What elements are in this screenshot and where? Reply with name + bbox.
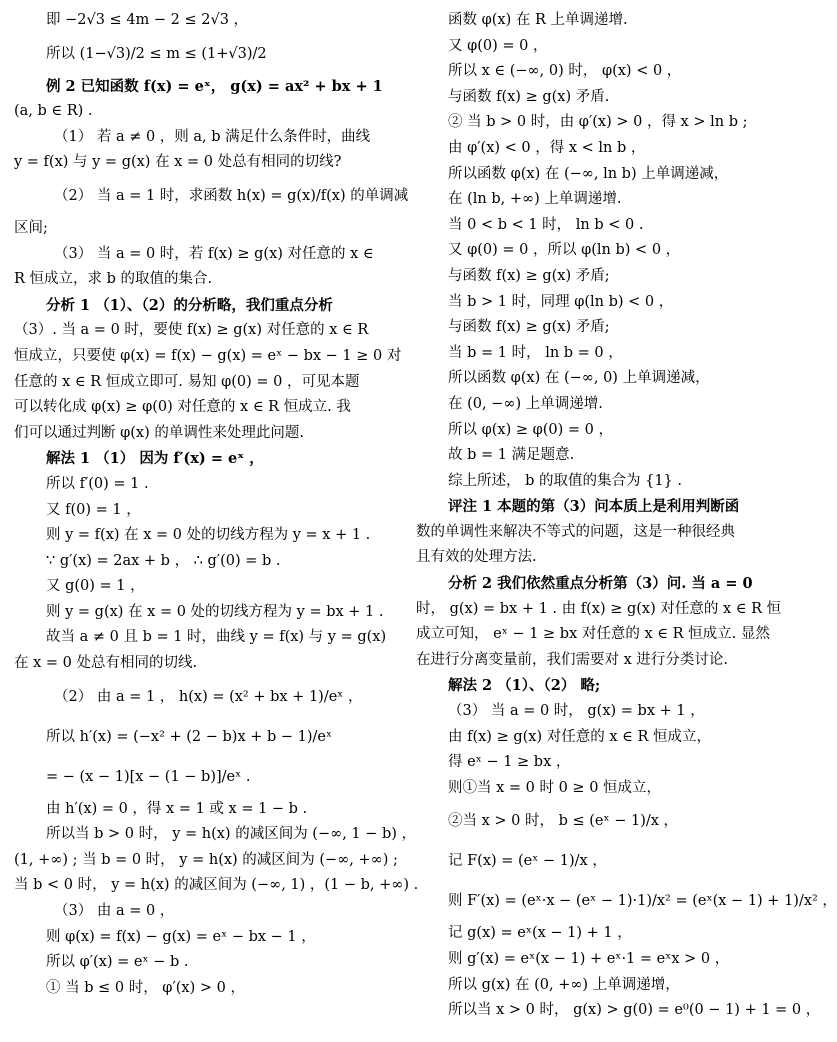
left-text-line: （3）. 当 a = 0 时，要使 f(x) ≥ g(x) 对任意的 x ∈ R bbox=[14, 322, 369, 339]
left-text-line: 则 y = f(x) 在 x = 0 处的切线方程为 y = x + 1 . bbox=[46, 527, 371, 544]
left-text-line: 由 h′(x) = 0 ，得 x = 1 或 x = 1 − b . bbox=[46, 800, 308, 817]
left-text-line: 任意的 x ∈ R 恒成立即可. 易知 φ(0) = 0 ，可见本题 bbox=[14, 373, 360, 390]
left-text-line: 解法 1 （1） 因为 f′(x) = eˣ ， bbox=[46, 450, 264, 468]
right-text-line: 所以当 x > 0 时， g(x) > g(0) = e⁰(0 − 1) + 1 = 0 ， bbox=[448, 1002, 821, 1019]
left-text-line: 所以 h′(x) = (−x² + (2 − b)x + b − 1)/eˣ bbox=[46, 728, 333, 745]
right-column bbox=[416, 8, 837, 1024]
right-text-line: 评注 1 本题的第（3）问本质上是利用判断函 bbox=[448, 498, 740, 516]
right-text-line: 时， g(x) = bx + 1 . 由 f(x) ≥ g(x) 对任意的 x ∈ R 恒 bbox=[416, 600, 782, 617]
right-text-line: 所以 φ(x) ≥ φ(0) = 0 ， bbox=[448, 421, 614, 438]
left-column bbox=[14, 8, 419, 1001]
right-text-line: 故 b = 1 满足题意. bbox=[448, 447, 575, 464]
left-text-line: 所以当 b > 0 时， y = h(x) 的减区间为 (−∞, 1 − b) ， bbox=[46, 826, 417, 843]
left-text-line: （1） 若 a ≠ 0 ，则 a, b 满足什么条件时，曲线 bbox=[54, 128, 371, 145]
right-text-line: 解法 2 （1）、（2） 略; bbox=[448, 677, 601, 695]
left-text-line: 恒成立，只要使 φ(x) = f(x) − g(x) = eˣ − bx − 1 ≥ 0 对 bbox=[14, 347, 402, 364]
right-text-line: 则 g′(x) = eˣ(x − 1) + eˣ·1 = eˣx > 0 ， bbox=[448, 951, 730, 967]
left-text-line: (1, +∞) ; 当 b = 0 时， y = h(x) 的减区间为 (−∞, +∞) ; bbox=[14, 851, 398, 868]
right-text-line: 且有效的处理方法. bbox=[416, 549, 537, 566]
right-text-line: 当 b > 1 时，同理 φ(ln b) < 0 ， bbox=[448, 293, 674, 310]
right-text-line: 与函数 f(x) ≥ g(x) 矛盾; bbox=[448, 319, 610, 336]
left-text-line: 所以 φ′(x) = eˣ − b . bbox=[46, 954, 189, 971]
left-text-line: （2） 由 a = 1 ， h(x) = (x² + bx + 1)/eˣ ， bbox=[54, 688, 363, 705]
right-text-line: 又 φ(0) = 0 ，所以 φ(ln b) < 0 ， bbox=[448, 242, 681, 259]
left-text-line: 所以 (1−√3)/2 ≤ m ≤ (1+√3)/2 bbox=[46, 45, 267, 62]
left-text-line: 可以转化成 φ(x) ≥ φ(0) 对任意的 x ∈ R 恒成立. 我 bbox=[14, 399, 351, 416]
right-text-line: 记 F(x) = (eˣ − 1)/x ， bbox=[448, 853, 607, 870]
right-text-line: 分析 2 我们依然重点分析第（3）问. 当 a = 0 bbox=[448, 575, 753, 593]
left-text-line: 则 φ(x) = f(x) − g(x) = eˣ − bx − 1 ， bbox=[46, 928, 316, 945]
left-text-line: y = f(x) 与 y = g(x) 在 x = 0 处总有相同的切线? bbox=[14, 154, 342, 171]
left-text-line: = − (x − 1)[x − (1 − b)]/eˣ . bbox=[46, 768, 251, 785]
right-text-line: 与函数 f(x) ≥ g(x) 矛盾. bbox=[448, 88, 610, 105]
right-text-line: 当 b = 1 时， ln b = 0 ， bbox=[448, 344, 623, 361]
left-text-line: R 恒成立，求 b 的取值的集合. bbox=[14, 271, 213, 288]
right-text-line: 所以 x ∈ (−∞, 0) 时， φ(x) < 0 ， bbox=[448, 63, 682, 80]
left-text-line: 又 g(0) = 1 ， bbox=[46, 578, 145, 595]
right-text-line: 在进行分离变量前，我们需要对 x 进行分类讨论. bbox=[416, 651, 729, 668]
right-text-line: 所以函数 φ(x) 在 (−∞, ln b) 上单调递减， bbox=[448, 165, 729, 182]
left-text-line: 们可以通过判断 φ(x) 的单调性来处理此问题. bbox=[14, 424, 304, 441]
left-text-line: 例 2 已知函数 f(x) = eˣ， g(x) = ax² + bx + 1 bbox=[46, 77, 383, 95]
left-text-line: 则 y = g(x) 在 x = 0 处的切线方程为 y = bx + 1 . bbox=[46, 603, 384, 620]
left-text-line: 所以 f′(0) = 1 . bbox=[46, 475, 149, 492]
right-text-line: 则①当 x = 0 时 0 ≥ 0 恒成立， bbox=[448, 779, 662, 796]
right-text-line: 得 eˣ − 1 ≥ bx ， bbox=[448, 754, 571, 771]
left-text-line: ① 当 b ≤ 0 时， φ′(x) > 0 ， bbox=[46, 979, 245, 996]
right-text-line: 则 F′(x) = (eˣ·x − (eˣ − 1)·1)/x² = (eˣ(x − 1) + 1)/x² ， bbox=[448, 893, 837, 910]
right-text-line: 函数 φ(x) 在 R 上单调递增. bbox=[448, 12, 628, 28]
right-text-line: 综上所述， b 的取值的集合为 {1} . bbox=[448, 472, 683, 489]
right-text-line: 由 f(x) ≥ g(x) 对任意的 x ∈ R 恒成立， bbox=[448, 728, 711, 745]
right-text-line: ②当 x > 0 时， b ≤ (eˣ − 1)/x ， bbox=[448, 813, 679, 830]
left-text-line: 在 x = 0 处总有相同的切线. bbox=[14, 655, 198, 672]
left-text-line: 区间; bbox=[14, 219, 48, 236]
right-text-line: 数的单调性来解决不等式的问题，这是一种很经典 bbox=[416, 523, 735, 540]
right-text-line: ② 当 b > 0 时，由 φ′(x) > 0 ，得 x > ln b ; bbox=[448, 114, 748, 131]
right-text-line: 在 (0, −∞) 上单调递增. bbox=[448, 395, 603, 412]
right-text-line: 在 (ln b, +∞) 上单调递增. bbox=[448, 191, 622, 208]
right-text-line: 所以 g(x) 在 (0, +∞) 上单调递增， bbox=[448, 976, 680, 993]
left-text-line: （3） 当 a = 0 时，若 f(x) ≥ g(x) 对任意的 x ∈ bbox=[54, 245, 374, 262]
left-text-line: 当 b < 0 时， y = h(x) 的减区间为 (−∞, 1) ，(1 − b, +∞) . bbox=[14, 877, 419, 894]
left-text-line: ∵ g′(x) = 2ax + b ， ∴ g′(0) = b . bbox=[46, 552, 281, 569]
right-text-line: 由 φ′(x) < 0 ，得 x < ln b ， bbox=[448, 139, 646, 156]
left-text-line: （3） 由 a = 0 ， bbox=[54, 903, 175, 920]
right-text-line: 记 g(x) = eˣ(x − 1) + 1 ， bbox=[448, 925, 632, 942]
left-text-line: (a, b ∈ R) . bbox=[14, 103, 93, 120]
left-text-line: 又 f(0) = 1 ， bbox=[46, 501, 141, 518]
right-text-line: （3） 当 a = 0 时， g(x) = bx + 1 ， bbox=[448, 703, 705, 720]
left-text-line: 分析 1 （1）、（2）的分析略，我们重点分析 bbox=[46, 296, 333, 314]
left-text-line: 即 −2√3 ≤ 4m − 2 ≤ 2√3 ， bbox=[46, 12, 249, 28]
right-text-line: 又 φ(0) = 0 ， bbox=[448, 37, 548, 54]
right-text-line: 所以函数 φ(x) 在 (−∞, 0) 上单调递减， bbox=[448, 370, 710, 387]
right-text-line: 成立可知， eˣ − 1 ≥ bx 对任意的 x ∈ R 恒成立. 显然 bbox=[416, 626, 770, 643]
right-text-line: 当 0 < b < 1 时， ln b < 0 . bbox=[448, 216, 644, 233]
left-text-line: 故当 a ≠ 0 且 b = 1 时，曲线 y = f(x) 与 y = g(x) bbox=[46, 629, 387, 646]
right-text-line: 与函数 f(x) ≥ g(x) 矛盾; bbox=[448, 267, 610, 284]
left-text-line: （2） 当 a = 1 时，求函数 h(x) = g(x)/f(x) 的单调减 bbox=[54, 187, 409, 204]
